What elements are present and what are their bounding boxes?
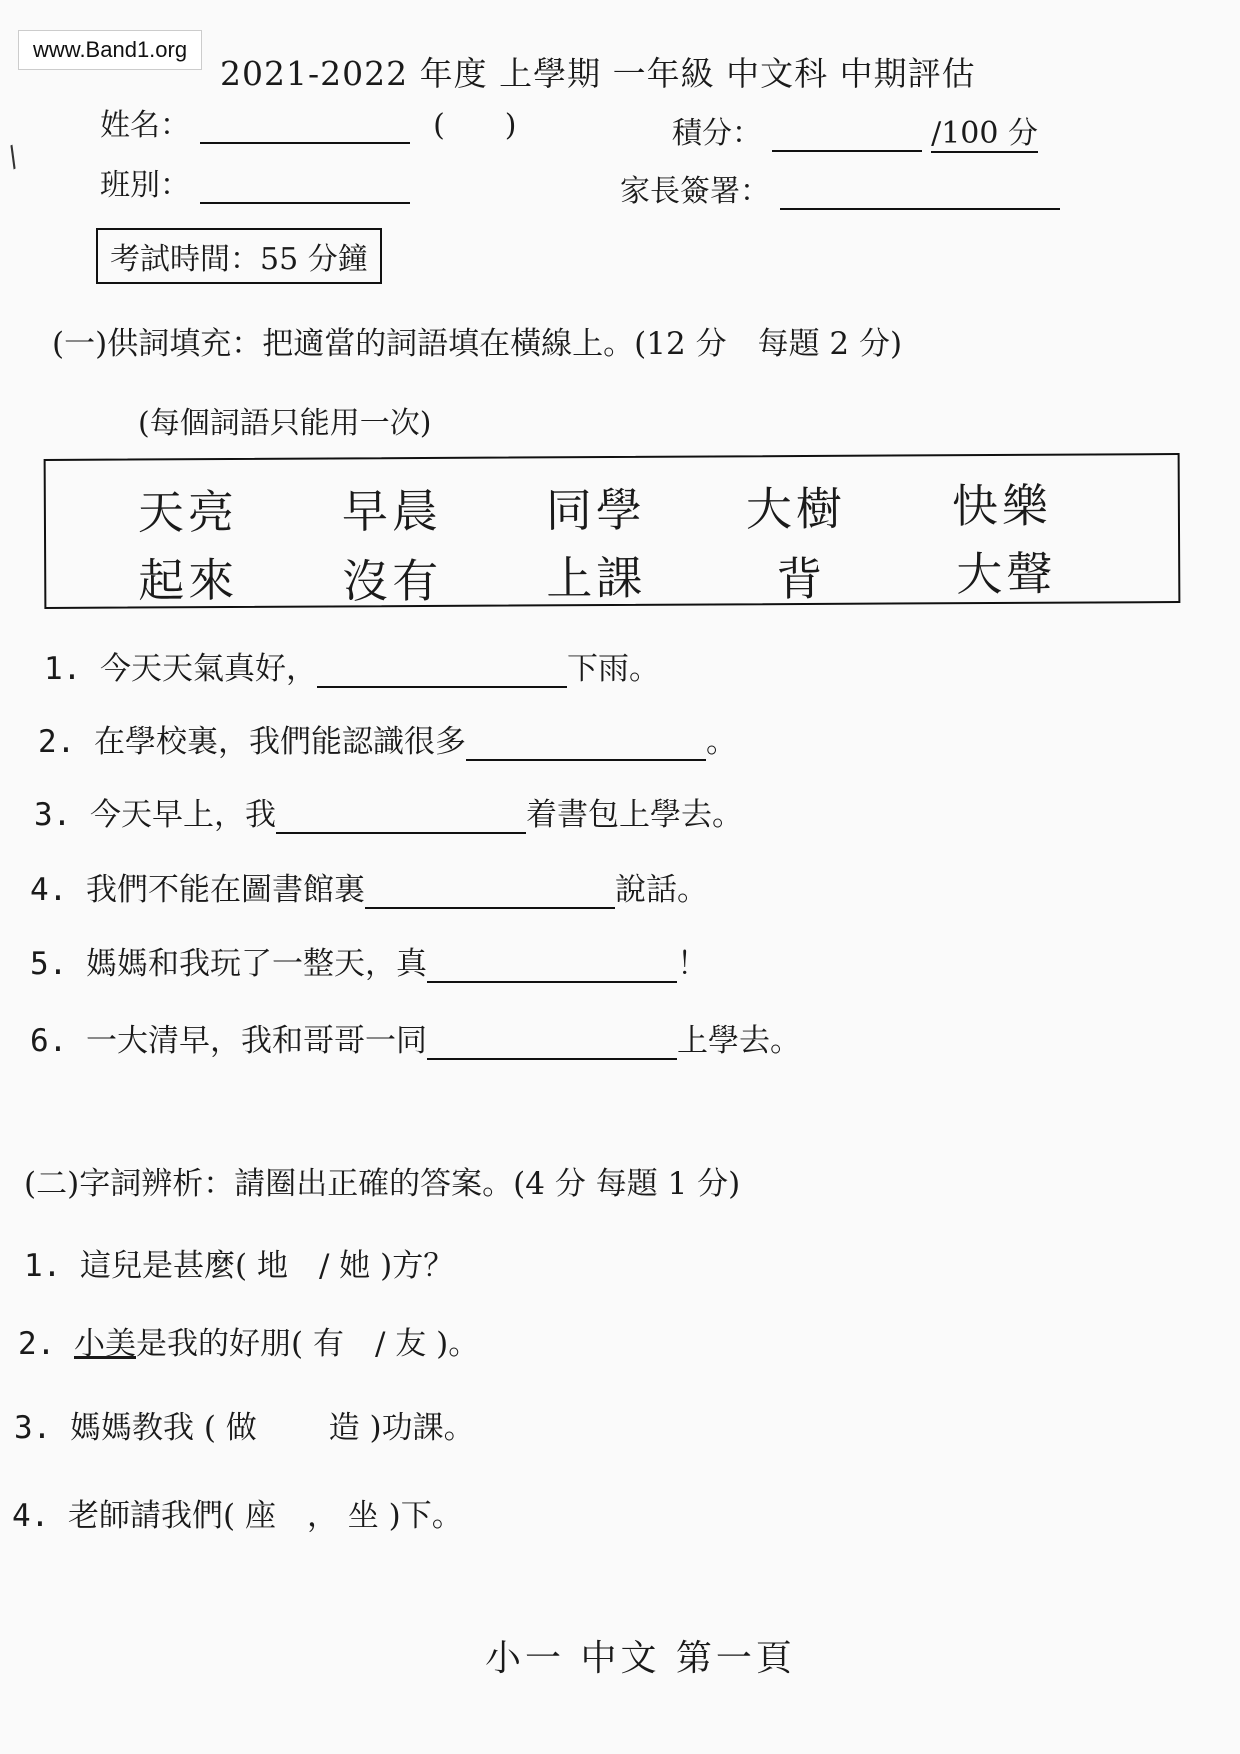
answer-blank[interactable] [317,658,567,688]
answer-blank[interactable] [365,879,615,909]
section1-title: (一)供詞填充：把適當的詞語填在橫線上。(12 分 每題 2 分) [52,326,903,362]
fill-question-3: 3. 今天早上，我 着書包上學去。 [34,797,743,833]
score-field[interactable] [772,120,922,152]
word-bank-item: 沒有 [342,553,443,609]
fill-question-5: 5. 媽媽和我玩了一整天，真 ！ [30,946,708,982]
score-label: 積分： [672,116,762,151]
name-row [100,100,517,144]
section2-title: (二)字詞辨析：請圈出正確的答案。(4 分 每題 1 分) [24,1166,741,1202]
class-field[interactable] [200,172,410,204]
word-bank-box [44,453,1181,609]
word-bank-item: 早晨 [341,483,443,539]
name-field[interactable] [200,112,410,144]
word-bank-item: 上課 [546,550,647,606]
page-footer: 小一 中文 第一頁 [485,1638,796,1679]
parent-sign-field[interactable] [780,178,1060,210]
exam-time-box: 考試時間：55 分鐘 [96,228,382,284]
answer-blank[interactable] [466,731,706,761]
fill-question-1: 1. 今天天氣真好， 下雨。 [44,651,660,687]
score-row [672,108,1038,152]
student-number-field[interactable]: ( ) [433,108,517,143]
word-bank-item: 大聲 [956,546,1057,602]
parent-sign-row [620,166,1060,210]
word-bank-item: 大樹 [745,481,847,537]
name-label: 姓名： [100,108,190,143]
answer-blank[interactable] [427,953,677,983]
choice-question-2: 2. 小美是我的好朋( 有 / 友 )。 [18,1326,480,1362]
fill-question-4: 4. 我們不能在圖書館裏 說話。 [30,872,708,908]
proper-noun-underlined: 小美 [74,1326,136,1362]
word-bank-item: 背 [776,551,827,607]
score-total: /100 分 [931,116,1038,151]
word-bank-item: 快樂 [951,478,1053,534]
class-row [100,160,410,204]
exam-title: 2021-2022 年度 上學期 一年級 中文科 中期評估 [220,54,976,93]
answer-blank[interactable] [276,804,526,834]
word-bank-item: 起來 [138,552,239,608]
pen-mark: / [1,139,24,174]
word-bank-item: 同學 [545,482,647,538]
fill-question-2: 2. 在學校裏，我們能認識很多 。 [38,724,737,760]
word-bank-item: 天亮 [137,484,239,540]
parent-sign-label: 家長簽署： [620,174,770,209]
choice-question-4: 4. 老師請我們( 座 ， 坐 )下。 [12,1498,463,1534]
fill-question-6: 6. 一大清早，我和哥哥一同 上學去。 [30,1023,801,1059]
class-label: 班別： [100,168,190,203]
section1-note: (每個詞語只能用一次) [138,406,432,441]
choice-question-1: 1. 這兒是甚麼( 地 / 她 )方？ [24,1248,455,1284]
choice-question-3: 3. 媽媽教我 ( 做 造 )功課。 [14,1410,475,1446]
answer-blank[interactable] [427,1030,677,1060]
watermark-label[interactable]: www.Band1.org [18,30,202,70]
